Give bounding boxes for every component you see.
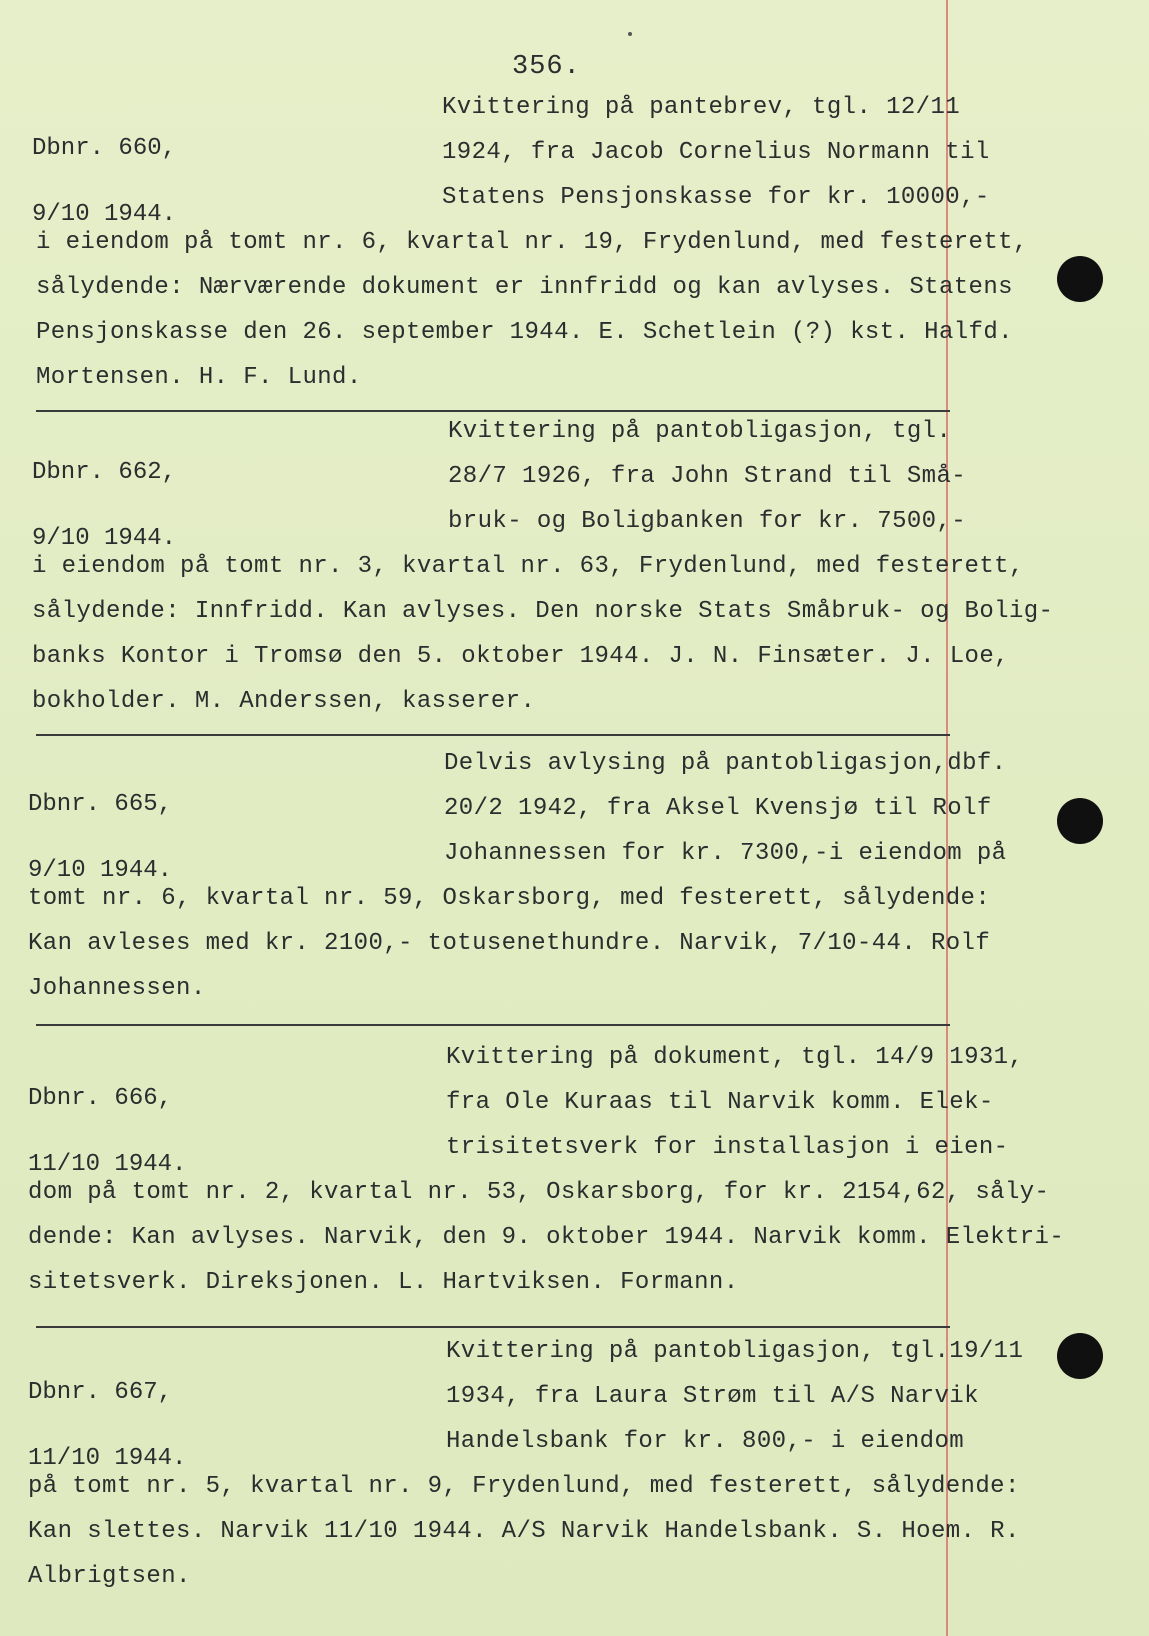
entry-line: banks Kontor i Tromsø den 5. oktober 1944. J. N. Finsæter. J. Loe,	[32, 643, 1009, 670]
entry-divider	[36, 734, 950, 736]
entry-line: Statens Pensjonskasse for kr. 10000,-	[442, 184, 990, 211]
entry-line: bruk- og Boligbanken for kr. 7500,-	[448, 508, 967, 535]
punch-hole	[1057, 798, 1103, 844]
entry-line: dende: Kan avlyses. Narvik, den 9. oktober 1944. Narvik komm. Elektri-	[28, 1224, 1065, 1251]
punch-hole	[1057, 256, 1103, 302]
entry-line: Albrigtsen.	[28, 1563, 191, 1590]
entry-line: trisitetsverk for installasjon i eien-	[446, 1134, 1009, 1161]
entry-date: 9/10 1944.	[32, 525, 177, 552]
page-number: 356.	[512, 52, 581, 82]
entry-line: Kvittering på pantebrev, tgl. 12/11	[442, 94, 961, 121]
entry-line: dom på tomt nr. 2, kvartal nr. 53, Oskarsborg, for kr. 2154,62, såly-	[28, 1179, 1050, 1206]
entry-line: 20/2 1942, fra Aksel Kvensjø til Rolf	[444, 795, 992, 822]
entry-date: 11/10 1944.	[28, 1151, 187, 1178]
entry-divider	[36, 410, 950, 412]
entry-line: 1934, fra Laura Strøm til A/S Narvik	[446, 1383, 979, 1410]
entry-divider	[36, 1326, 950, 1328]
entry-line: Mortensen. H. F. Lund.	[36, 364, 362, 391]
entry-line: sålydende: Nærværende dokument er innfridd og kan avlyses. Statens	[36, 274, 1013, 301]
entry-number: Dbnr. 662,	[32, 459, 177, 486]
entry-line: Delvis avlysing på pantobligasjon,dbf.	[444, 750, 1007, 777]
entry-line: Kvittering på dokument, tgl. 14/9 1931,	[446, 1044, 1024, 1071]
entry-divider	[36, 1024, 950, 1026]
entry-line: Kvittering på pantobligasjon, tgl.	[448, 418, 952, 445]
entry-number: Dbnr. 666,	[28, 1085, 173, 1112]
punch-hole	[1057, 1333, 1103, 1379]
entry-number: Dbnr. 667,	[28, 1379, 173, 1406]
entry-line: i eiendom på tomt nr. 6, kvartal nr. 19, Frydenlund, med festerett,	[36, 229, 1028, 256]
entry-line: Handelsbank for kr. 800,- i eiendom	[446, 1428, 965, 1455]
entry-line: Kan slettes. Narvik 11/10 1944. A/S Narvik Handelsbank. S. Hoem. R.	[28, 1518, 1020, 1545]
entry-line: Pensjonskasse den 26. september 1944. E. Schetlein (?) kst. Halfd.	[36, 319, 1013, 346]
entry-date: 9/10 1944.	[28, 857, 173, 884]
entry-date: 11/10 1944.	[28, 1445, 187, 1472]
entry-line: bokholder. M. Anderssen, kasserer.	[32, 688, 536, 715]
entry-number: Dbnr. 660,	[32, 135, 177, 162]
entry-line: 1924, fra Jacob Cornelius Normann til	[442, 139, 990, 166]
entry-line: fra Ole Kuraas til Narvik komm. Elek-	[446, 1089, 994, 1116]
entry-line: i eiendom på tomt nr. 3, kvartal nr. 63, Frydenlund, med festerett,	[32, 553, 1024, 580]
entry-line: Kan avleses med kr. 2100,- totusenethundre. Narvik, 7/10-44. Rolf	[28, 930, 991, 957]
entry-date: 9/10 1944.	[32, 201, 177, 228]
entry-number: Dbnr. 665,	[28, 791, 173, 818]
entry-line: Johannessen for kr. 7300,-i eiendom på	[444, 840, 1007, 867]
entry-line: sålydende: Innfridd. Kan avlyses. Den norske Stats Småbruk- og Bolig-	[32, 598, 1054, 625]
entry-line: Kvittering på pantobligasjon, tgl.19/11	[446, 1338, 1024, 1365]
entry-line: Johannessen.	[28, 975, 206, 1002]
entry-line: på tomt nr. 5, kvartal nr. 9, Frydenlund, med festerett, sålydende:	[28, 1473, 1020, 1500]
entry-line: 28/7 1926, fra John Strand til Små-	[448, 463, 967, 490]
entry-line: tomt nr. 6, kvartal nr. 59, Oskarsborg, med festerett, sålydende:	[28, 885, 991, 912]
entry-line: sitetsverk. Direksjonen. L. Hartviksen. Formann.	[28, 1269, 739, 1296]
ink-speck	[628, 32, 632, 36]
